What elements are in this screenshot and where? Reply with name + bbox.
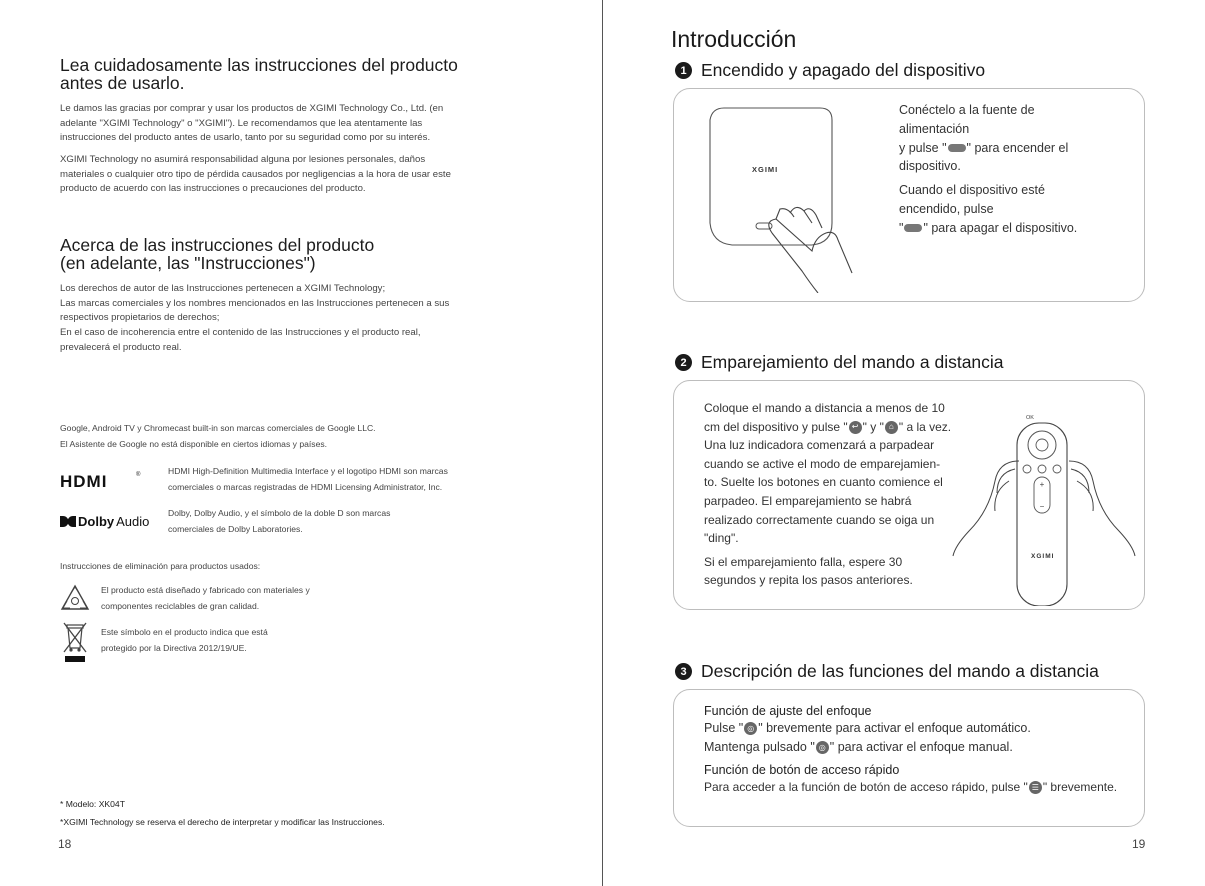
quick-access-title: Función de botón de acceso rápido: [704, 763, 900, 777]
pairing-instructions: Coloque el mando a distancia a menos de 10 cm del dispositivo y pulse " ↩ " y " ⌂ " a la vez. Una luz indicadora comenzará a parpadear cuando se active el modo de emparejamien- to. Suelte los botones en cuanto comience el parpadeo. El emparejamiento se habrá realizado correctamente cuando se oiga un "ding". Si el emparejamiento falla, espere 30 segundos y repita los pasos anteriores.: [704, 401, 952, 588]
quick-access-button-icon: ☰: [1029, 781, 1042, 794]
svg-text:−: −: [1039, 502, 1045, 511]
remote-in-hands-illustration: [949, 421, 1139, 611]
dolby-double-d-icon: [60, 516, 76, 527]
focus-function-title: Función de ajuste del enfoque: [704, 704, 872, 718]
rights-notice: *XGIMI Technology se reserva el derecho de interpretar y modificar las Instrucciones.: [60, 817, 385, 827]
power-button-icon: [948, 144, 966, 152]
power-button-icon: [904, 224, 922, 232]
power-card: [673, 88, 1145, 302]
back-button-icon: ↩: [849, 421, 862, 434]
disposal-title: Instrucciones de eliminación para productos usados:: [60, 561, 261, 571]
focus-button-icon: ◎: [816, 741, 829, 754]
recycle-text: El producto está diseñado y fabricado con materiales y componentes reciclables de gran calidad.: [101, 585, 310, 611]
home-button-icon: ⌂: [885, 421, 898, 434]
weee-bin-icon: [62, 620, 88, 669]
google-trademark-text: Google, Android TV y Chromecast built-in son marcas comerciales de Google LLC. El Asistente de Google no está disponible en ciertos idiomas y países.: [60, 423, 376, 449]
section-1-heading: 1 Encendido y apagado del dispositivo: [675, 60, 985, 81]
quick-access-body: Para acceder a la función de botón de acceso rápido, pulse " ☰ " brevemente.: [704, 780, 1118, 794]
page-number-right: 19: [1132, 837, 1146, 851]
weee-text: Este símbolo en el producto indica que está protegido por la Directiva 2012/19/UE.: [101, 627, 268, 653]
projector-illustration: [702, 103, 867, 298]
left-page: [0, 0, 602, 886]
focus-function-body: Pulse " ◎ " brevemente para activar el enfoque automático. Mantenga pulsado " ◎ " para activar el enfoque manual.: [704, 721, 1031, 754]
section-2-heading: 2 Emparejamiento del mando a distancia: [675, 352, 1004, 373]
heading-about-instructions: Acerca de las instrucciones del producto (en adelante, las "Instrucciones"): [60, 235, 375, 273]
heading-read-carefully: Lea cuidadosamente las instrucciones del producto antes de usarlo.: [60, 55, 458, 93]
about-instructions-text: Los derechos de autor de las Instrucciones pertenecen a XGIMI Technology; Las marcas comerciales y los nombres mencionados en las Instrucciones pertenecen a sus respectivos propietarios de derechos; En el caso de incoherencia entre el contenido de las Instrucciones y el producto real, prevalecerá el producto real.: [60, 283, 450, 353]
model-number: * Modelo: XK04T: [60, 799, 125, 809]
power-instructions: Conéctelo a la fuente de alimentación y pulse " " para encender el dispositivo. Cuando el dispositivo esté encendido, pulse " " para apagar el dispositivo.: [899, 103, 1078, 235]
focus-button-icon: ◎: [744, 722, 757, 735]
section-3-heading: 3 Descripción de las funciones del mando a distancia: [675, 661, 1099, 682]
page-title: Introducción: [671, 26, 797, 52]
section-number-badge: 3: [675, 663, 692, 680]
svg-text:+: +: [1039, 480, 1045, 489]
remote-functions-text: [704, 704, 1134, 797]
projector-brand: XGIMI: [752, 165, 779, 174]
section-number-badge: 1: [675, 62, 692, 79]
dolby-audio-logo: Dolby Audio: [60, 514, 149, 529]
remote-ok-label: OK: [1026, 415, 1034, 421]
section-number-badge: 2: [675, 354, 692, 371]
hdmi-trademark-text: HDMI High-Definition Multimedia Interface y el logotipo HDMI son marcas comerciales o marcas registradas de HDMI Licensing Administrator, Inc.: [168, 466, 448, 492]
recycle-icon: [60, 584, 90, 617]
remote-brand: XGIMI: [1031, 553, 1055, 560]
dolby-trademark-text: Dolby, Dolby Audio, y el símbolo de la doble D son marcas comerciales de Dolby Laboratories.: [168, 508, 391, 534]
intro-paragraph-1: Le damos las gracias por comprar y usar los productos de XGIMI Technology Co., Ltd. (en adelante "XGIMI Technology" o "XGIMI"). Le recomendamos que lea atentamente las instrucciones del producto antes de usarlo, tanto por su seguridad como por su interés.: [60, 103, 444, 144]
right-page: [603, 0, 1205, 886]
page-number-left: 18: [58, 837, 72, 851]
intro-paragraph-2: XGIMI Technology no asumirá responsabilidad alguna por lesiones personales, daños materiales o cualquier otro tipo de pérdida causados por negligencias a la hora de usar este producto de acuerdo con las instrucciones o precauciones del producto.: [60, 154, 451, 195]
pairing-card: [673, 380, 1145, 610]
hdmi-logo: HDMI ®: [60, 472, 141, 491]
remote-functions-card: [673, 689, 1145, 827]
